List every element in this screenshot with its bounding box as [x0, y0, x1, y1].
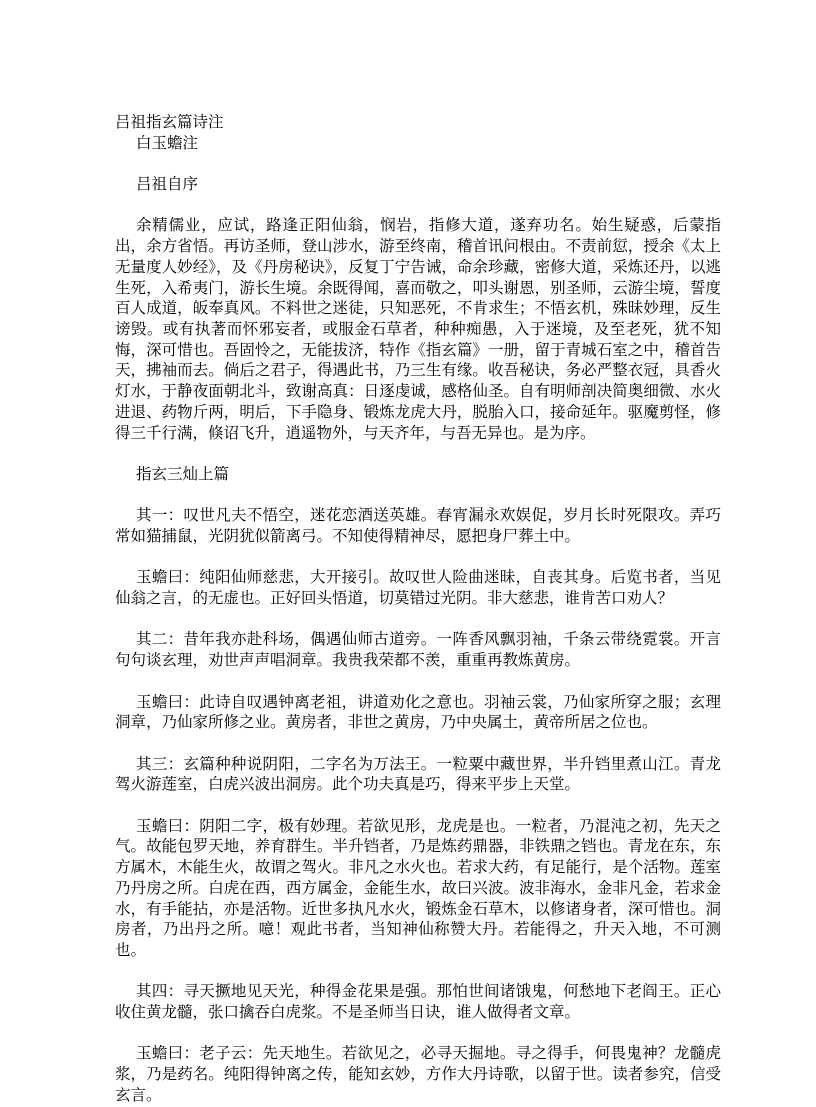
annotator-line: 白玉蟾注: [136, 134, 199, 152]
stanza-3-verse: 其三：玄篇种种说阴阳，二字名为万法王。一粒粟中藏世界，半升铛里煮山江。青龙驾火游莲室，白虎兴波出洞房。此个功夫真是巧，得来平步上天堂。: [115, 755, 721, 794]
stanza-2-verse: 其二：昔年我亦赴科场，偶遇仙师古道旁。一阵香风飘羽袖，千条云带绕霓裳。开言句句谈玄理，劝世声声唱洞章。我贵我荣都不羡，重重再教炼黄房。: [115, 631, 721, 670]
stanza-2-commentary: 玉蟾曰：此诗自叹遇钟离老祖，讲道劝化之意也。羽袖云裳，乃仙家所穿之服；玄理洞章，乃仙家所修之业。黄房者，非世之黄房，乃中央属土，黄帝所居之位也。: [115, 693, 721, 732]
document-title: 吕祖指玄篇诗注: [115, 114, 224, 131]
stanza-4-commentary: 玉蟾曰：老子云：先天地生。若欲见之，必寻天掘地。寻之得手，何畏鬼神？龙髓虎浆，乃是药名。纯阳得钟离之传，能知玄妙，方作大丹诗歌，以留于世。读者参究，信受玄言。: [115, 1045, 721, 1104]
stanza-3-commentary: 玉蟾曰：阴阳二字，极有妙理。若欲见形，龙虎是也。一粒者，乃混沌之初，先天之气。故能包罗天地，养育群生。半升铛者，乃是炼药鼎器，非铁鼎之铛也。青龙在东，东方属木，木能生火，故谓之驾火。非凡之水火也。若求大药，有足能行，是个活物。莲室乃丹房之所。白虎在西，西方属金，金能生水，故曰兴波。波非海水，金非凡金，若求金水，有手能拈，亦是活物。近世多执凡水火，锻炼金石草木，以修诸身者，深可惜也。洞房者，乃出丹之所。噫！观此书者，当知神仙称赞大丹。若能得之，升天入地，不可测也。: [115, 817, 721, 959]
stanza-1-commentary: 玉蟾曰：纯阳仙师慈悲，大开接引。故叹世人险曲迷昧，自丧其身。后览书者，当见仙翁之言，的无虚也。正好回头悟道，切莫错过光阴。非大慈悲，谁肯苦口劝人？: [115, 569, 721, 608]
preface-heading: 吕祖自序: [136, 176, 199, 194]
stanza-4-verse: 其四：寻天撅地见天光，种得金花果是强。那怕世间诸饿鬼，何愁地下老阎王。正心收住黄龙髓，张口擒吞白虎浆。不是圣师当日诀，谁人做得者文章。: [115, 983, 721, 1022]
preface-body: 余精儒业，应试，路逢正阳仙翁，悯岩，指修大道，遂弃功名。始生疑惑，后蒙指出，余方省悟。再访圣师，登山涉水，游至终南，稽首讯问根由。不责前愆，授余《太上无量度人妙经》，及《丹房秘诀》，反复丁宁告诫，命余珍藏，密修大道，采炼还丹，以逃生死，入希夷门，游长生境。余既得闻，喜而敬之，叩头谢恩，别圣师，云游尘境，誓度百人成道，皈奉真风。不料世之迷徒，只知恶死，不肯求生；不悟玄机，殊昧妙理，反生谤毁。或有执著而怀邪妄者，或服金石草者，种种痴愚，入于迷境，及至老死，犹不知悔，深可惜也。吾固怜之，无能拔济，特作《指玄篇》一册，留于青城石室之中，稽首告天，拂袖而去。倘后之君子，得遇此书，乃三生有缘。收吾秘诀，务必严整衣冠，具香火灯水，于静夜面朝北斗，致谢高真：日逐虔诚，感格仙圣。自有明师剖决简奥细微、水火进退、药物斤两，明后，下手隐身、锻炼龙虎大丹，脱胎入口，接命延年。驱魔剪怪，修得三千行满，倏诏飞升，逍遥物外，与天齐年，与吾无异也。是为序。: [115, 217, 721, 442]
stanza-1-verse: 其一：叹世凡夫不悟空，迷花恋酒送英雄。春宵漏永欢娱促，岁月长时死限攻。弄巧常如猫捕鼠，光阴犹似箭离弓。不知使得精神尽，愿把身尸葬土中。: [115, 507, 721, 545]
part-one-heading: 指玄三灿上篇: [136, 465, 230, 483]
